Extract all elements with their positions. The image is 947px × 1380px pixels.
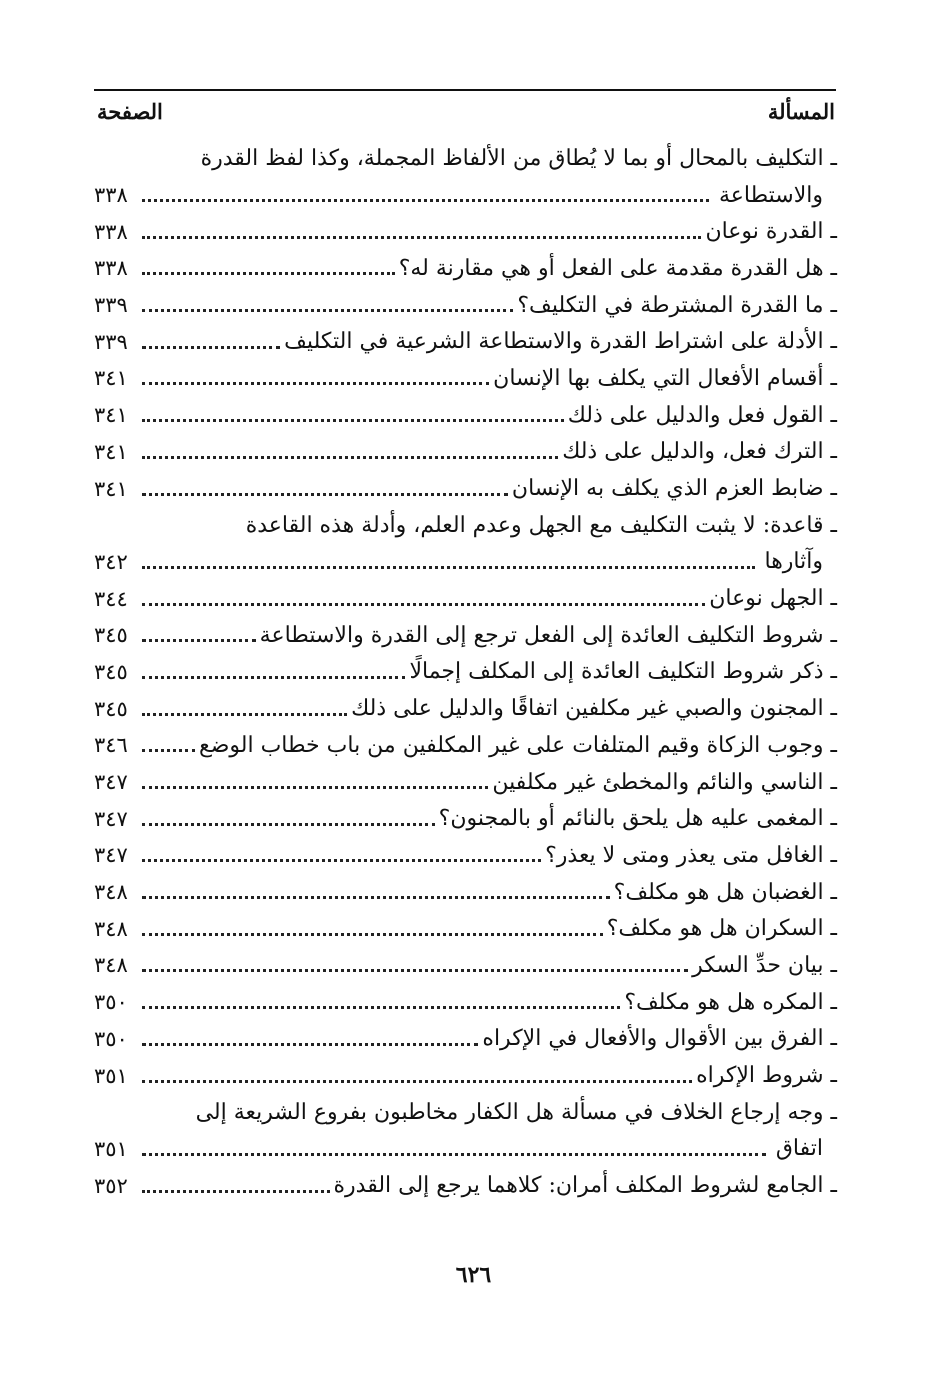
entry-page-number: ٣٣٩ <box>94 293 128 318</box>
entry-title: اتفاق <box>770 1136 823 1161</box>
entry-title: ـ القدرة نوعان <box>705 219 837 245</box>
entry-title: ـ شروط الإكراه <box>696 1063 837 1089</box>
entry-line <box>94 140 837 177</box>
index-entry <box>94 1167 837 1204</box>
entry-page-number: ٣٤٦ <box>94 733 128 758</box>
entry-page-number: ٣٤٨ <box>94 880 128 905</box>
index-entry <box>94 434 837 471</box>
index-entry <box>94 984 837 1021</box>
entry-line <box>94 874 837 911</box>
dot-leader <box>142 1005 620 1009</box>
entry-line <box>94 764 837 801</box>
entry-title: ـ المغمى عليه هل يلحق بالنائم أو بالمجنون؟ <box>438 806 837 832</box>
entry-title: وآثارها <box>759 549 824 574</box>
entry-continuation-line <box>94 1131 837 1168</box>
entry-continuation-line <box>94 544 837 581</box>
dot-leader <box>142 1079 692 1083</box>
entry-title: ـ الترك فعل، والدليل على ذلك <box>562 439 837 465</box>
entry-line <box>94 1167 837 1204</box>
index-entry <box>94 947 837 984</box>
dot-leader <box>142 235 701 239</box>
dot-leader <box>142 822 435 826</box>
entry-title: ـ الغضبان هل هو مكلف؟ <box>613 879 837 905</box>
dot-leader <box>142 381 489 385</box>
entry-page-number: ٣٤٨ <box>94 953 128 978</box>
entry-page-number: ٣٤٢ <box>94 549 128 574</box>
index-entry <box>94 470 837 507</box>
dot-leader <box>142 712 347 716</box>
entry-line <box>94 507 837 544</box>
dot-leader <box>142 1152 766 1156</box>
entry-title: ـ قاعدة: لا يثبت التكليف مع الجهل وعدم العلم، وأدلة هذه القاعدة <box>245 512 837 538</box>
entry-page-number: ٣٣٨ <box>94 256 128 281</box>
entry-page-number: ٣٤١ <box>94 439 128 464</box>
dot-leader <box>142 345 280 349</box>
dot-leader <box>142 1042 478 1046</box>
entry-line <box>94 470 837 507</box>
index-entry <box>94 397 837 434</box>
dot-leader <box>142 455 558 459</box>
entry-page-number: ٣٤٧ <box>94 843 128 868</box>
entry-line <box>94 213 837 250</box>
index-entry <box>94 727 837 764</box>
dot-leader <box>142 492 508 496</box>
dot-leader <box>142 785 488 789</box>
index-entry <box>94 617 837 654</box>
entry-page-number: ٣٤٧ <box>94 770 128 795</box>
index-entry <box>94 690 837 727</box>
entry-page-number: ٣٥٠ <box>94 990 128 1015</box>
index-entries <box>94 140 837 1204</box>
entry-title: ـ السكران هل هو مكلف؟ <box>606 916 837 942</box>
entry-title: ـ المكره هل هو مكلف؟ <box>624 989 837 1015</box>
entry-line <box>94 910 837 947</box>
entry-title: ـ ضابط العزم الذي يكلف به الإنسان <box>511 476 837 502</box>
entry-page-number: ٣٤٥ <box>94 696 128 721</box>
dot-leader <box>142 198 709 202</box>
entry-title: ـ الغافل متى يعذر ومتى لا يعذر؟ <box>545 842 837 868</box>
dot-leader <box>142 932 603 936</box>
dot-leader <box>142 602 705 606</box>
index-entry <box>94 654 837 691</box>
index-entry <box>94 323 837 360</box>
index-entry <box>94 800 837 837</box>
entry-line <box>94 654 837 691</box>
index-entry <box>94 1021 837 1058</box>
entry-title: ـ التكليف بالمحال أو بما لا يُطاق من الألفاظ المجملة، وكذا لفظ القدرة <box>200 145 837 171</box>
index-entry <box>94 250 837 287</box>
entry-page-number: ٣٥١ <box>94 1063 128 1088</box>
entry-page-number: ٣٤٥ <box>94 659 128 684</box>
entry-page-number: ٣٤١ <box>94 366 128 391</box>
entry-page-number: ٣٥٢ <box>94 1173 128 1198</box>
entry-page-number: ٣٤٧ <box>94 806 128 831</box>
dot-leader <box>142 895 610 899</box>
dot-leader <box>142 858 541 862</box>
index-entry <box>94 287 837 324</box>
entry-title: ـ وجوب الزكاة وقيم المتلفات على غير المكلفين من باب خطاب الوضع <box>199 732 837 758</box>
index-entry <box>94 580 837 617</box>
dot-leader <box>142 1189 330 1193</box>
entry-line <box>94 323 837 360</box>
entry-page-number: ٣٤٤ <box>94 586 128 611</box>
index-entry <box>94 1057 837 1094</box>
entry-page-number: ٣٤٨ <box>94 916 128 941</box>
folio-page-number: ٦٢٦ <box>455 1262 492 1288</box>
entry-line <box>94 690 837 727</box>
index-entry <box>94 507 837 580</box>
entry-line <box>94 800 837 837</box>
entry-title: ـ أقسام الأفعال التي يكلف بها الإنسان <box>493 365 837 391</box>
header-rule <box>94 89 836 91</box>
index-entry <box>94 360 837 397</box>
entry-title: ـ هل القدرة مقدمة على الفعل أو هي مقارنة له؟ <box>398 255 837 281</box>
dot-leader <box>142 638 256 642</box>
index-entry <box>94 1094 837 1167</box>
entry-title: ـ الجهل نوعان <box>709 586 837 612</box>
entry-line <box>94 1057 837 1094</box>
entry-line <box>94 287 837 324</box>
entry-page-number: ٣٣٨ <box>94 219 128 244</box>
dot-leader <box>142 675 405 679</box>
entry-line <box>94 434 837 471</box>
entry-title: ـ القول فعل والدليل على ذلك <box>567 402 837 428</box>
entry-line <box>94 617 837 654</box>
entry-page-number: ٣٤١ <box>94 403 128 428</box>
entry-line <box>94 837 837 874</box>
entry-line <box>94 947 837 984</box>
entry-line <box>94 397 837 434</box>
index-entry <box>94 910 837 947</box>
index-entry <box>94 213 837 250</box>
dot-leader <box>142 271 395 275</box>
entry-title: ـ الناسي والنائم والمخطئ غير مكلفين <box>492 769 837 795</box>
dot-leader <box>142 565 755 569</box>
entry-line <box>94 984 837 1021</box>
index-entry <box>94 140 837 213</box>
entry-title: ـ بيان حدِّ السكر <box>692 952 837 978</box>
entry-line <box>94 1094 837 1131</box>
entry-page-number: ٣٤١ <box>94 476 128 501</box>
dot-leader <box>142 968 688 972</box>
entry-line <box>94 727 837 764</box>
entry-title: ـ المجنون والصبي غير مكلفين اتفاقًا والدليل على ذلك <box>351 696 837 722</box>
entry-title: ـ ذكر شروط التكليف العائدة إلى المكلف إجمالًا <box>409 659 837 685</box>
dot-leader <box>142 418 564 422</box>
entry-title: والاستطاعة <box>713 183 823 208</box>
entry-line <box>94 580 837 617</box>
entry-line <box>94 250 837 287</box>
page-column-heading: الصفحة <box>97 99 163 124</box>
entry-title: ـ ما القدرة المشترطة في التكليف؟ <box>517 292 837 318</box>
entry-continuation-line <box>94 177 837 214</box>
entry-title: ـ الجامع لشروط المكلف أمران: كلاهما يرجع إلى القدرة <box>333 1173 837 1199</box>
entry-title: ـ الأدلة على اشتراط القدرة والاستطاعة الشرعية في التكليف <box>284 329 837 355</box>
entry-page-number: ٣٥٠ <box>94 1026 128 1051</box>
entry-page-number: ٣٣٩ <box>94 329 128 354</box>
dot-leader <box>142 748 195 752</box>
dot-leader <box>142 308 513 312</box>
topic-column-heading: المسألة <box>767 99 835 124</box>
entry-title: ـ الفرق بين الأقوال والأفعال في الإكراه <box>482 1026 837 1052</box>
index-entry <box>94 764 837 801</box>
entry-page-number: ٣٥١ <box>94 1136 128 1161</box>
entry-title: ـ شروط التكليف العائدة إلى الفعل ترجع إلى القدرة والاستطاعة <box>259 622 837 648</box>
entry-line <box>94 1021 837 1058</box>
entry-page-number: ٣٤٥ <box>94 623 128 648</box>
entry-page-number: ٣٣٨ <box>94 183 128 208</box>
entry-title: ـ وجه إرجاع الخلاف في مسألة هل الكفار مخاطبون بفروع الشريعة إلى <box>195 1099 837 1125</box>
entry-line <box>94 360 837 397</box>
index-entry <box>94 837 837 874</box>
index-entry <box>94 874 837 911</box>
